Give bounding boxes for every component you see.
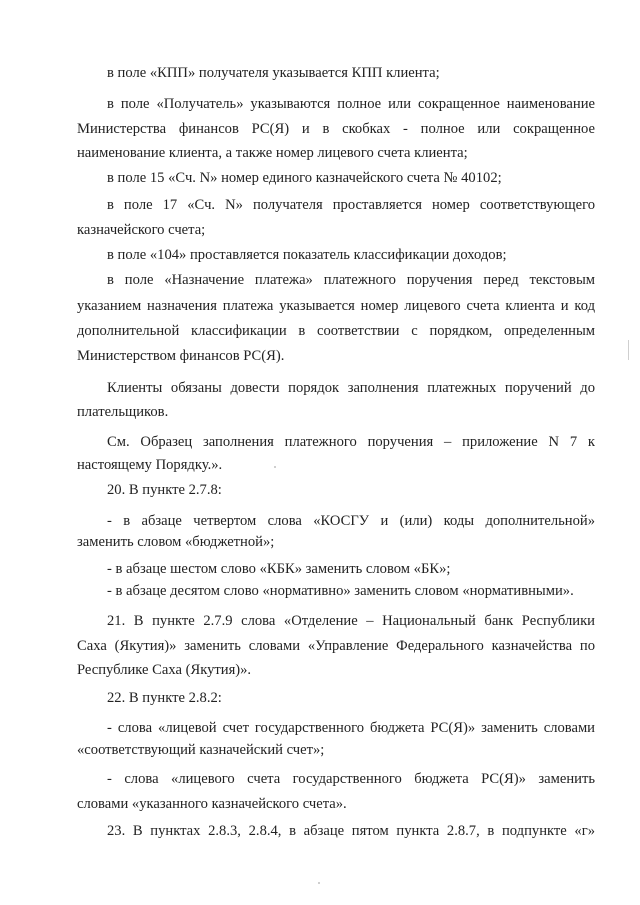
text-line: в поле «104» проставляется показатель классификации доходов; (107, 247, 507, 263)
text-line: - слова «лицевой счет государственного бюджета РС(Я)» заменить словами (107, 720, 595, 736)
text-line: Клиенты обязаны довести порядок заполнения платежных поручений до (107, 380, 595, 396)
text-line: в поле 15 «Сч. N» номер единого казначейского счета № 40102; (107, 170, 502, 186)
text-line: «соответствующий казначейский счет»; (77, 742, 325, 758)
text-line: Саха (Якутия)» заменить словами «Управление Федерального казначейства по (77, 638, 595, 654)
text-line: наименование клиента, а также номер лицевого счета клиента; (77, 145, 468, 161)
text-line: в поле «Назначение платежа» платежного поручения перед текстовым (107, 272, 595, 288)
text-line: Министерства финансов РС(Я) и в скобках - полное или сокращенное (77, 121, 595, 137)
text-line: заменить словом «бюджетной»; (77, 534, 275, 550)
text-line: Министерством финансов РС(Я). (77, 348, 285, 364)
text-line: в поле «КПП» получателя указывается КПП клиента; (107, 65, 440, 81)
text-line: плательщиков. (77, 404, 169, 420)
text-line: 20. В пункте 2.7.8: (107, 482, 222, 498)
text-line: словами «указанного казначейского счета». (77, 796, 347, 812)
text-line: См. Образец заполнения платежного поручения – приложение N 7 к (107, 434, 595, 450)
text-line: 22. В пункте 2.8.2: (107, 690, 222, 706)
text-line: казначейского счета; (77, 222, 206, 238)
text-line: указанием назначения платежа указывается номер лицевого счета клиента и код (77, 298, 595, 314)
text-line: - в абзаце десятом слово «нормативно» заменить словом «нормативными». (107, 583, 574, 599)
scan-artifact (318, 882, 320, 884)
text-line: в поле 17 «Сч. N» получателя проставляется номер соответствующего (107, 197, 595, 213)
text-line: Республике Саха (Якутия)». (77, 662, 252, 678)
text-line: настоящему Порядку.». (77, 457, 223, 473)
scan-artifact (274, 466, 276, 468)
text-line: дополнительной классификации в соответствии с порядком, определенным (77, 323, 595, 339)
text-line: в поле «Получатель» указываются полное или сокращенное наименование (107, 96, 595, 112)
scan-artifact (628, 340, 629, 360)
text-line: 21. В пункте 2.7.9 слова «Отделение – Национальный банк Республики (107, 613, 595, 629)
text-line: - в абзаце шестом слово «КБК» заменить словом «БК»; (107, 561, 451, 577)
text-line: - слова «лицевого счета государственного бюджета РС(Я)» заменить (107, 771, 595, 787)
text-line: - в абзаце четвертом слова «КОСГУ и (или) коды дополнительной» (107, 513, 595, 529)
text-line: 23. В пунктах 2.8.3, 2.8.4, в абзаце пятом пункта 2.8.7, в подпункте «г» (107, 823, 595, 839)
